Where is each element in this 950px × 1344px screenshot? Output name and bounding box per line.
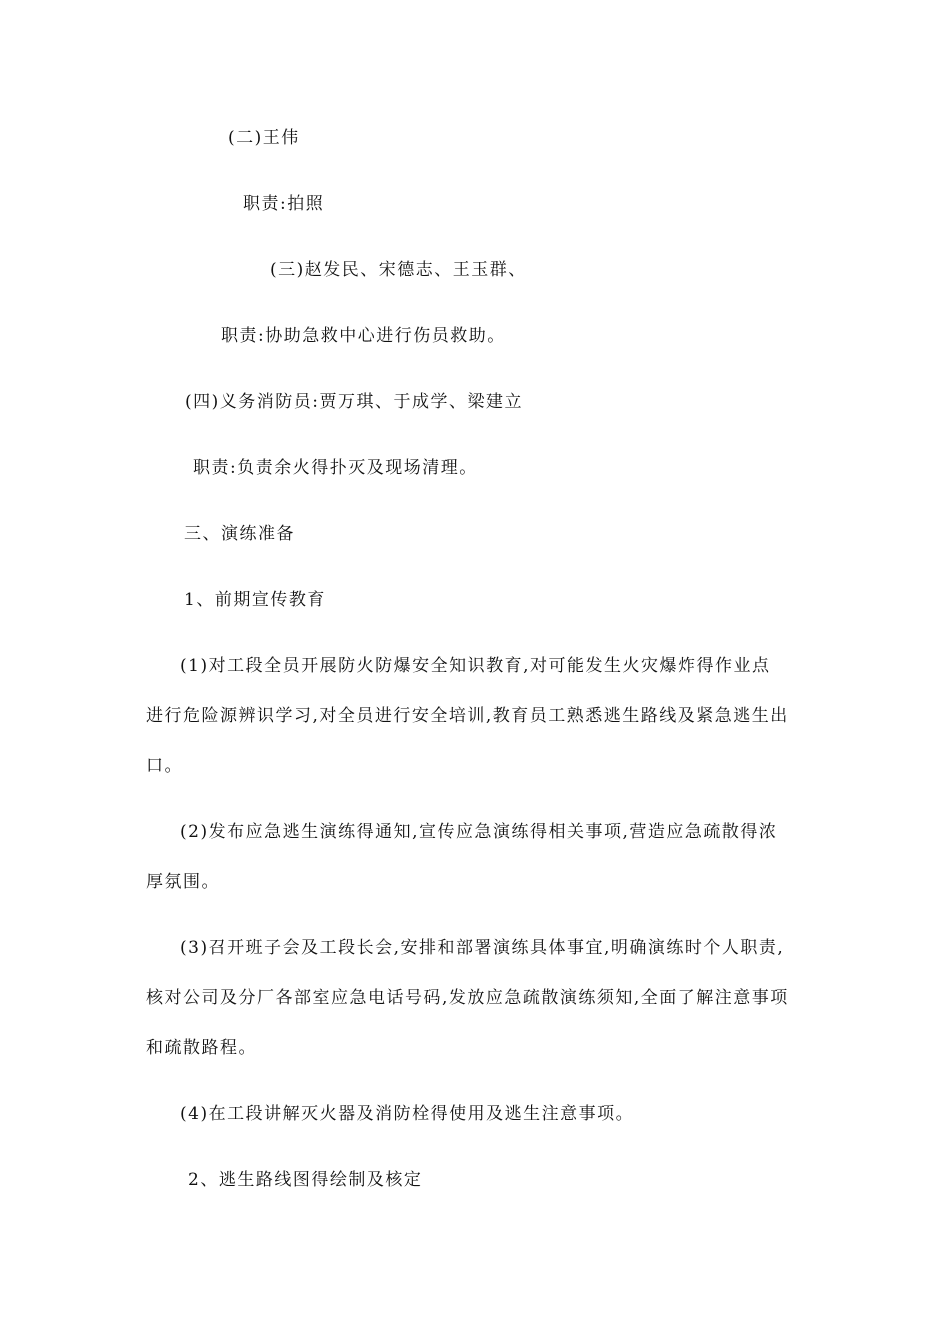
paragraph-1-line-1: (1)对工段全员开展防火防爆安全知识教育,对可能发生火灾爆炸得作业点 <box>180 656 771 676</box>
paragraph-2-line-2: 厚氛围。 <box>146 872 220 892</box>
paragraph-1-line-2: 进行危险源辨识学习,对全员进行安全培训,教育员工熟悉逃生路线及紧急逃生出 <box>146 706 789 726</box>
paragraph-2-line-1: (2)发布应急逃生演练得通知,宣传应急演练得相关事项,营造应急疏散得浓 <box>180 822 778 842</box>
subheading-publicity: 1、前期宣传教育 <box>184 590 326 610</box>
section-heading-wang-wei: (二)王伟 <box>228 128 300 148</box>
paragraph-3-line-2: 核对公司及分厂各部室应急电话号码,发放应急疏散演练须知,全面了解注意事项 <box>146 988 789 1008</box>
duty-line-rescue: 职责:协助急救中心进行伤员救助。 <box>221 326 506 346</box>
duty-line-firefighters: 职责:负责余火得扑灭及现场清理。 <box>193 458 478 478</box>
paragraph-3-line-1: (3)召开班子会及工段长会,安排和部署演练具体事宜,明确演练时个人职责, <box>180 938 785 958</box>
section-heading-firefighters: (四)义务消防员:贾万琪、于成学、梁建立 <box>185 392 523 412</box>
duty-line-photo: 职责:拍照 <box>243 194 325 214</box>
paragraph-3-line-3: 和疏散路程。 <box>146 1038 257 1058</box>
section-heading-rescue-team: (三)赵发民、宋德志、王玉群、 <box>270 260 527 280</box>
chapter-heading-preparation: 三、演练准备 <box>184 524 295 544</box>
paragraph-1-line-3: 口。 <box>146 756 183 776</box>
subheading-escape-route-map: 2、逃生路线图得绘制及核定 <box>188 1170 423 1190</box>
paragraph-4-line-1: (4)在工段讲解灭火器及消防栓得使用及逃生注意事项。 <box>180 1104 635 1124</box>
